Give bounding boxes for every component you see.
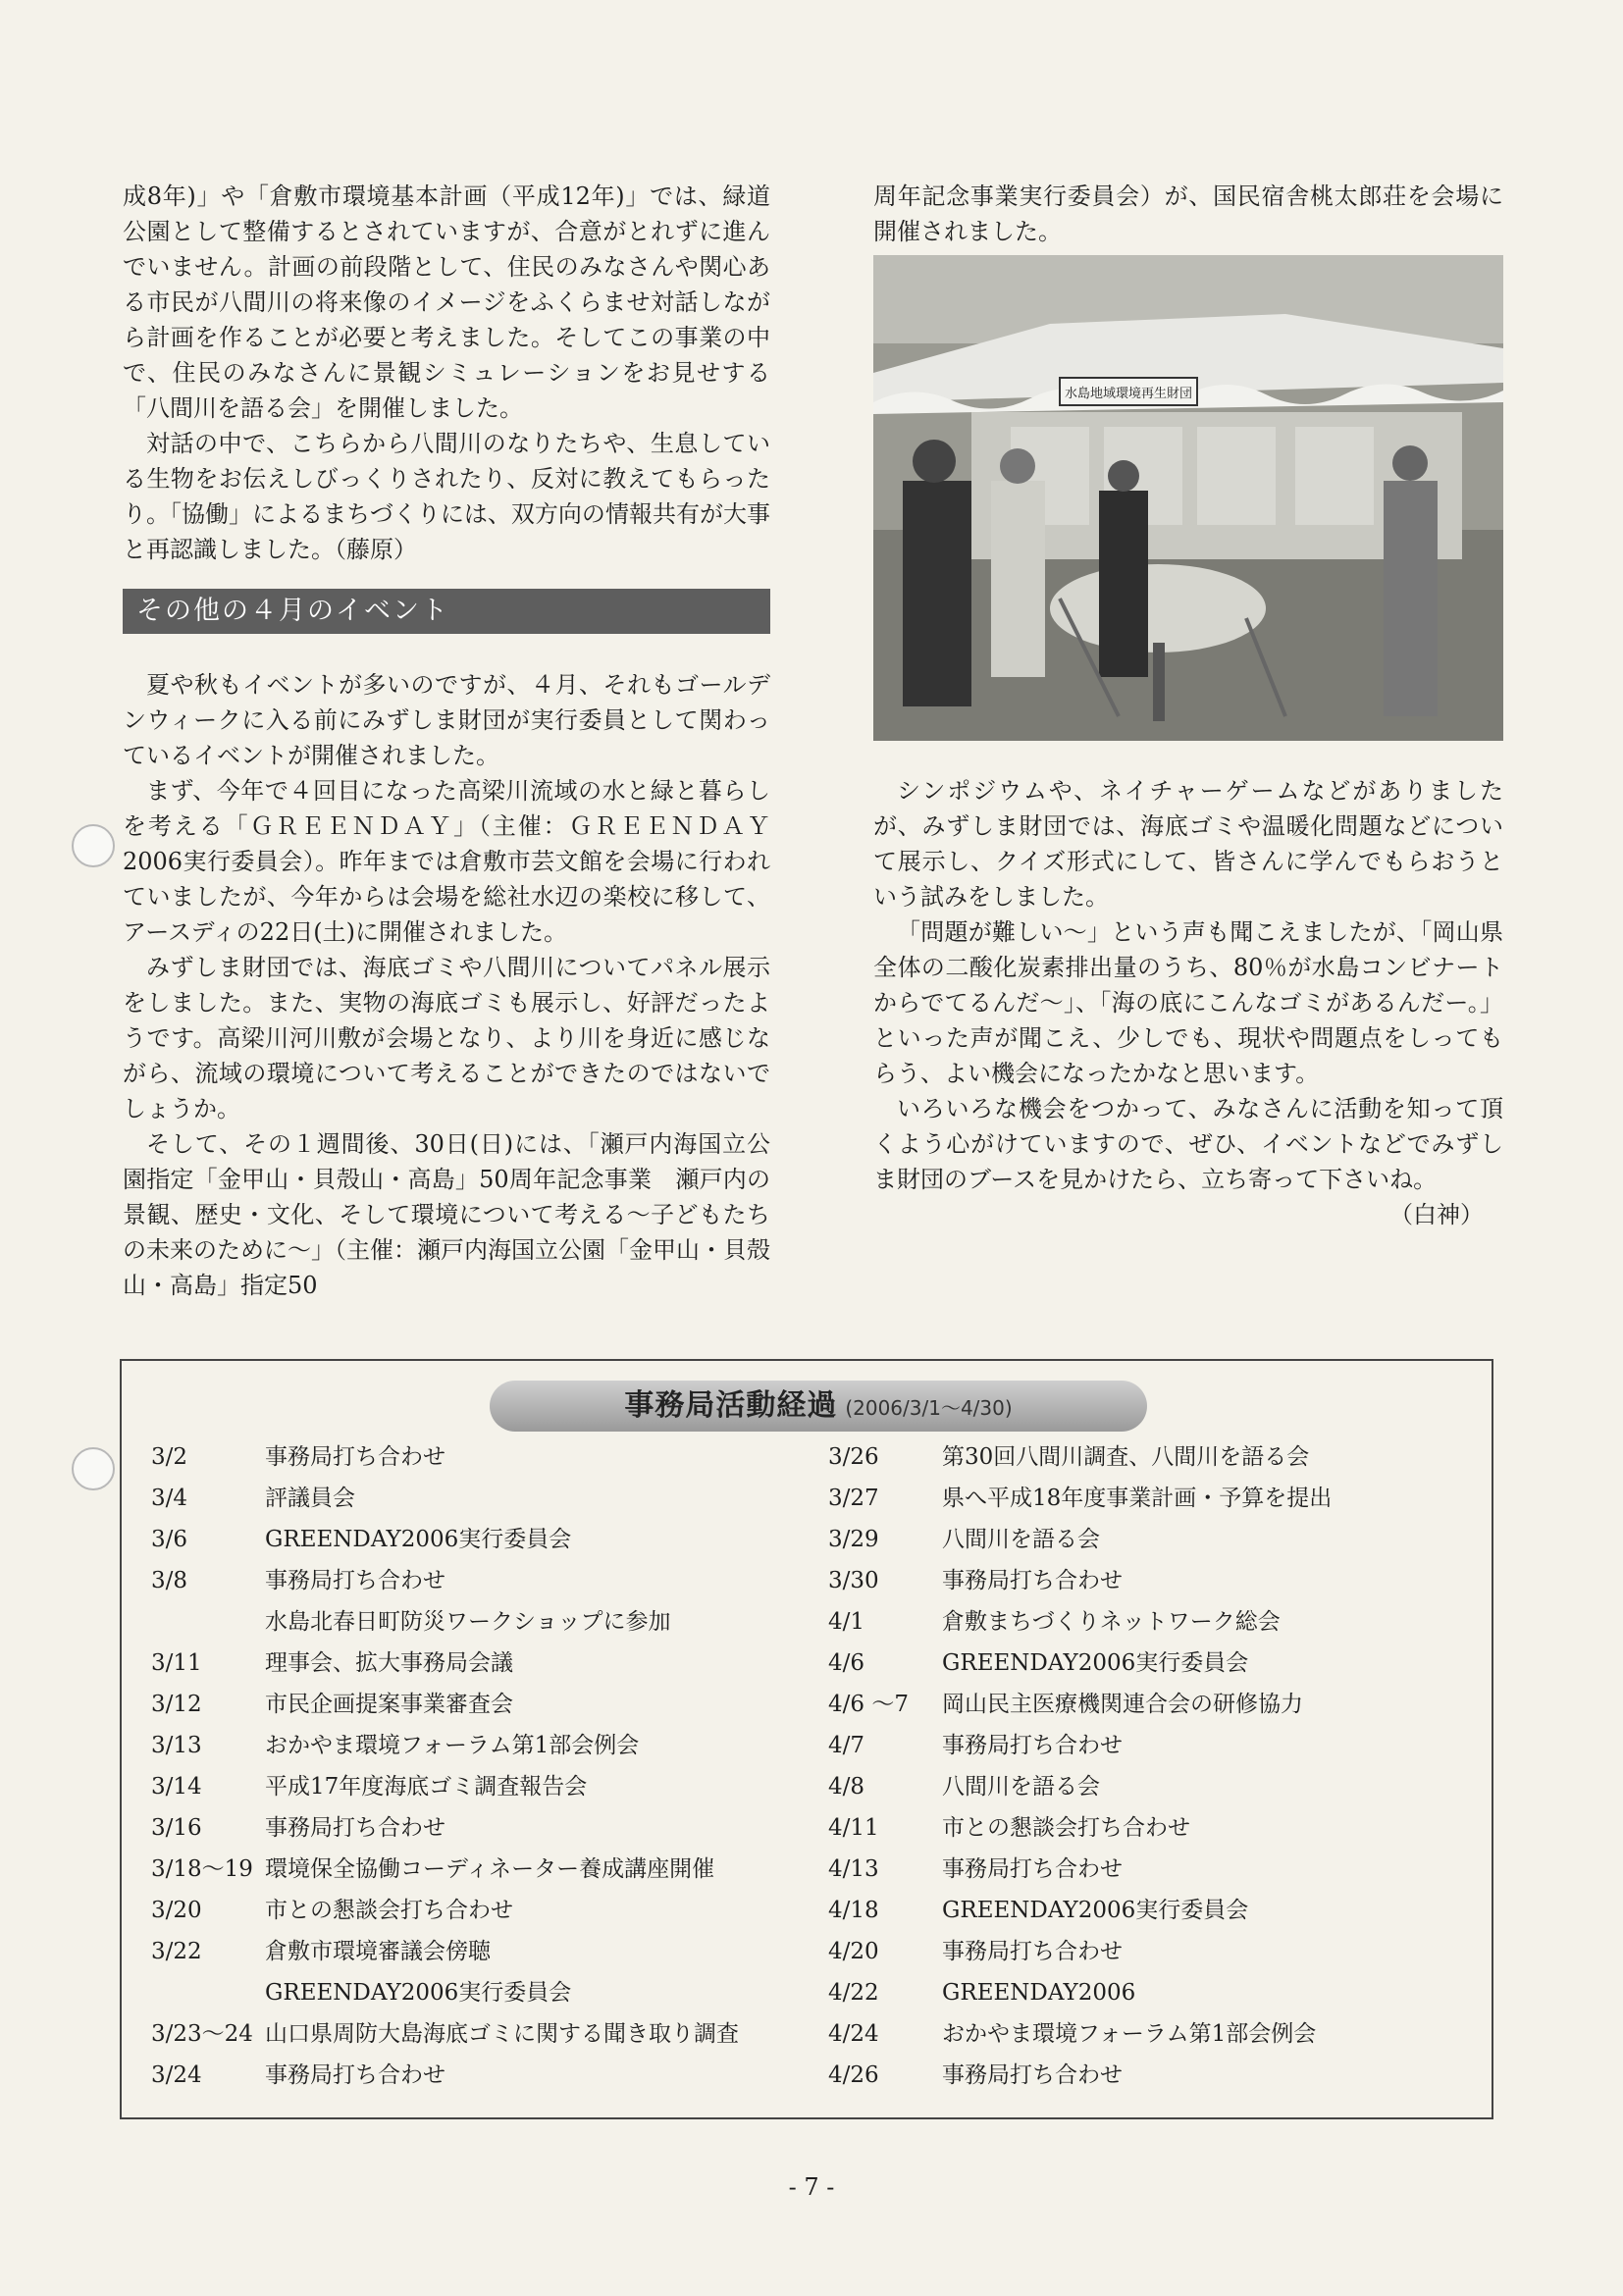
log-event: 倉敷市環境審議会傍聴 [265, 1939, 491, 1964]
log-row [151, 1932, 491, 1971]
article-paragraph: 成8年)」や「倉敷市環境基本計画（平成12年)」では、緑道公園として整備するとされていますが、合意がとれずに進んでいません。計画の前段階として、住民のみなさんや関心ある市民が八間川の将来像のイメージをふくらませ対話しながら計画を作ることが必要と考えました。そしてこの事業の中で、住民のみなさんに景観シミュレーションをお見せする「八間川を語る会」を開催しました。 [123, 183, 770, 422]
article-paragraph: いろいろな機会をつかって、みなさんに活動を知って頂くよう心がけていますので、ぜひ、イベントなどでみずしま財団のブースを見かけたら、立ち寄って下さいね。 [873, 1095, 1503, 1193]
log-date: 3/13 [151, 1733, 202, 1758]
log-event: 事務局打ち合わせ [265, 1444, 445, 1470]
log-date: 4/11 [828, 1815, 879, 1841]
article-paragraph: まず、今年で４回目になった高梁川流域の水と緑と暮らしを考える「ＧＲＥＥＮＤＡＹ」（主催：ＧＲＥＥＮＤＡＹ2006実行委員会）。昨年までは倉敷市芸文館を会場に行われていましたが、今年からは会場を総社水辺の楽校に移して、アースディの22日(土)に開催されました。 [123, 777, 770, 946]
log-date: 3/29 [828, 1527, 879, 1552]
activity-log-banner [490, 1381, 1147, 1432]
log-event: 八間川を語る会 [942, 1527, 1100, 1552]
log-event: 第30回八間川調査、八間川を語る会 [942, 1444, 1310, 1470]
log-event: 市民企画提案事業審査会 [265, 1692, 513, 1717]
log-row [151, 1973, 571, 2012]
log-event: 事務局打ち合わせ [942, 1856, 1123, 1882]
log-row [151, 1437, 445, 1477]
log-event: 事務局打ち合わせ [942, 1939, 1123, 1964]
article-paragraph: そして、その１週間後、30日(日)には、「瀬戸内海国立公園指定「金甲山・貝殻山・高島」50周年記念事業 瀬戸内の景観、歴史・文化、そして環境について考える～子どもたちの未来のために～」（主催：瀬戸内海国立公園「金甲山・貝殻山・高島」指定50 [123, 1130, 770, 1299]
log-row [828, 1520, 1100, 1559]
article-paragraph: みずしま財団では、海底ゴミや八間川についてパネル展示をしました。また、実物の海底ゴミも展示し、好評だったようです。高梁川河川敷が会場となり、より川を身近に感じながら、流域の環境について考えることができたのではないでしょうか。 [123, 954, 770, 1122]
left-column-bottom [123, 667, 770, 1303]
right-column-bottom [873, 773, 1503, 1232]
log-date: 4/6 ～7 [828, 1692, 909, 1717]
log-date: 3/4 [151, 1486, 188, 1511]
page-number: - 7 - [788, 2173, 835, 2201]
log-row [828, 1644, 1248, 1683]
log-row [151, 1520, 571, 1559]
log-row [828, 1808, 1190, 1848]
log-date: 3/16 [151, 1815, 202, 1841]
log-row [151, 1479, 355, 1518]
log-row [151, 1685, 513, 1724]
log-event: 事務局打ち合わせ [942, 2062, 1123, 2088]
log-event: 水島北春日町防災ワークショップに参加 [265, 1609, 671, 1635]
log-date: 3/20 [151, 1898, 202, 1923]
log-event: 山口県周防大島海底ゴミに関する聞き取り調査 [265, 2021, 739, 2047]
log-row [151, 1891, 513, 1930]
log-event: 倉敷まちづくりネットワーク総会 [942, 1609, 1281, 1635]
log-row [828, 1767, 1100, 1806]
log-date: 3/26 [828, 1444, 879, 1470]
log-event: 理事会、拡大事務局会議 [265, 1650, 513, 1676]
log-row [828, 1685, 1303, 1724]
event-photo [873, 255, 1503, 741]
log-event: 市との懇談会打ち合わせ [265, 1898, 513, 1923]
log-event: GREENDAY2006実行委員会 [942, 1898, 1249, 1923]
article-paragraph: 「問題が難しい～」という声も聞こえましたが、「岡山県全体の二酸化炭素排出量のうち、80％が水島コンビナートからでてるんだ～」、「海の底にこんなゴミがあるんだー。」といった声が聞こえ、少しでも、現状や問題点をしってもらう、よい機会になったかなと思います。 [873, 918, 1503, 1087]
log-row [151, 2056, 445, 2095]
log-date: 3/2 [151, 1444, 188, 1470]
log-event: 評議員会 [265, 1486, 355, 1511]
signature: （白神） [1389, 1201, 1484, 1228]
log-event: 事務局打ち合わせ [265, 1815, 445, 1841]
log-date: 4/22 [828, 1980, 879, 2006]
log-date: 4/24 [828, 2021, 879, 2047]
log-date: 4/20 [828, 1939, 879, 1964]
log-date: 4/26 [828, 2062, 879, 2088]
left-column-top [123, 179, 770, 567]
log-date: 3/27 [828, 1486, 879, 1511]
log-event: GREENDAY2006実行委員会 [265, 1527, 572, 1552]
log-date: 4/18 [828, 1898, 879, 1923]
log-event: 事務局打ち合わせ [942, 1733, 1123, 1758]
event-photo-image [873, 255, 1503, 741]
log-date: 4/7 [828, 1733, 865, 1758]
log-row [828, 1973, 1135, 2012]
log-row [828, 1561, 1123, 1600]
log-row [151, 1561, 445, 1600]
log-row [151, 2014, 739, 2054]
log-date: 3/30 [828, 1568, 879, 1593]
log-date: 3/22 [151, 1939, 202, 1964]
log-row [151, 1767, 587, 1806]
log-row [828, 1850, 1123, 1889]
log-event: おかやま環境フォーラム第1部会例会 [942, 2021, 1317, 2047]
log-date: 4/1 [828, 1609, 865, 1635]
log-row [828, 1437, 1309, 1477]
log-row [151, 1644, 513, 1683]
article-paragraph: 周年記念事業実行委員会）が、国民宿舎桃太郎荘を会場に開催されました。 [873, 183, 1503, 245]
log-event: 県へ平成18年度事業計画・予算を提出 [942, 1486, 1333, 1511]
log-event: GREENDAY2006 [942, 1980, 1136, 2006]
log-row [828, 1932, 1123, 1971]
binder-hole-icon [72, 1447, 115, 1490]
log-row [828, 1891, 1248, 1930]
right-column-top [873, 179, 1503, 249]
log-row [828, 1726, 1123, 1765]
binder-hole-icon [72, 824, 115, 867]
booth-sign: 水島地域環境再生財団 [1064, 387, 1193, 401]
log-date: 4/8 [828, 1774, 865, 1800]
log-event: 事務局打ち合わせ [942, 1568, 1123, 1593]
log-date: 4/13 [828, 1856, 879, 1882]
log-date: 3/18～19 [151, 1856, 253, 1882]
log-date: 3/11 [151, 1650, 202, 1676]
log-row [151, 1850, 714, 1889]
activity-log-box [120, 1359, 1493, 2119]
activity-log-title: 事務局活動経過 [624, 1388, 838, 1423]
log-date: 3/8 [151, 1568, 188, 1593]
log-date: 3/6 [151, 1527, 188, 1552]
section-heading: その他の４月のイベント [123, 589, 770, 634]
log-date: 3/24 [151, 2062, 202, 2088]
log-row [828, 2014, 1316, 2054]
log-event: GREENDAY2006実行委員会 [942, 1650, 1249, 1676]
article-paragraph: 対話の中で、こちらから八間川のなりたちや、生息している生物をお伝えしびっくりされたり、反対に教えてもらったり。「協働」によるまちづくりには、双方向の情報共有が大事と再認識しました。（藤原） [123, 430, 770, 563]
log-event: 平成17年度海底ゴミ調査報告会 [265, 1774, 588, 1800]
log-event: 事務局打ち合わせ [265, 1568, 445, 1593]
log-row [151, 1726, 639, 1765]
log-row [828, 1602, 1281, 1642]
log-row [828, 2056, 1123, 2095]
log-date: 4/6 [828, 1650, 865, 1676]
log-event: GREENDAY2006実行委員会 [265, 1980, 572, 2006]
log-event: 市との懇談会打ち合わせ [942, 1815, 1190, 1841]
log-date: 3/14 [151, 1774, 202, 1800]
article-paragraph: 夏や秋もイベントが多いのですが、４月、それもゴールデンウィークに入る前にみずしま財団が実行委員として関わっているイベントが開催されました。 [123, 671, 770, 769]
log-date: 3/12 [151, 1692, 202, 1717]
article-paragraph: シンポジウムや、ネイチャーゲームなどがありましたが、みずしま財団では、海底ゴミや温暖化問題などについて展示し、クイズ形式にして、皆さんに学んでもらおうという試みをしました。 [873, 777, 1503, 911]
log-date: 3/23～24 [151, 2021, 253, 2047]
log-event: 事務局打ち合わせ [265, 2062, 445, 2088]
log-row [151, 1602, 671, 1642]
log-row [828, 1479, 1332, 1518]
log-event: 岡山民主医療機関連合会の研修協力 [942, 1692, 1303, 1717]
log-event: 八間川を語る会 [942, 1774, 1100, 1800]
log-event: 環境保全協働コーディネーター養成講座開催 [265, 1856, 715, 1882]
log-event: おかやま環境フォーラム第1部会例会 [265, 1733, 640, 1758]
activity-log-period: (2006/3/1～4/30) [845, 1396, 1013, 1420]
log-row [151, 1808, 445, 1848]
